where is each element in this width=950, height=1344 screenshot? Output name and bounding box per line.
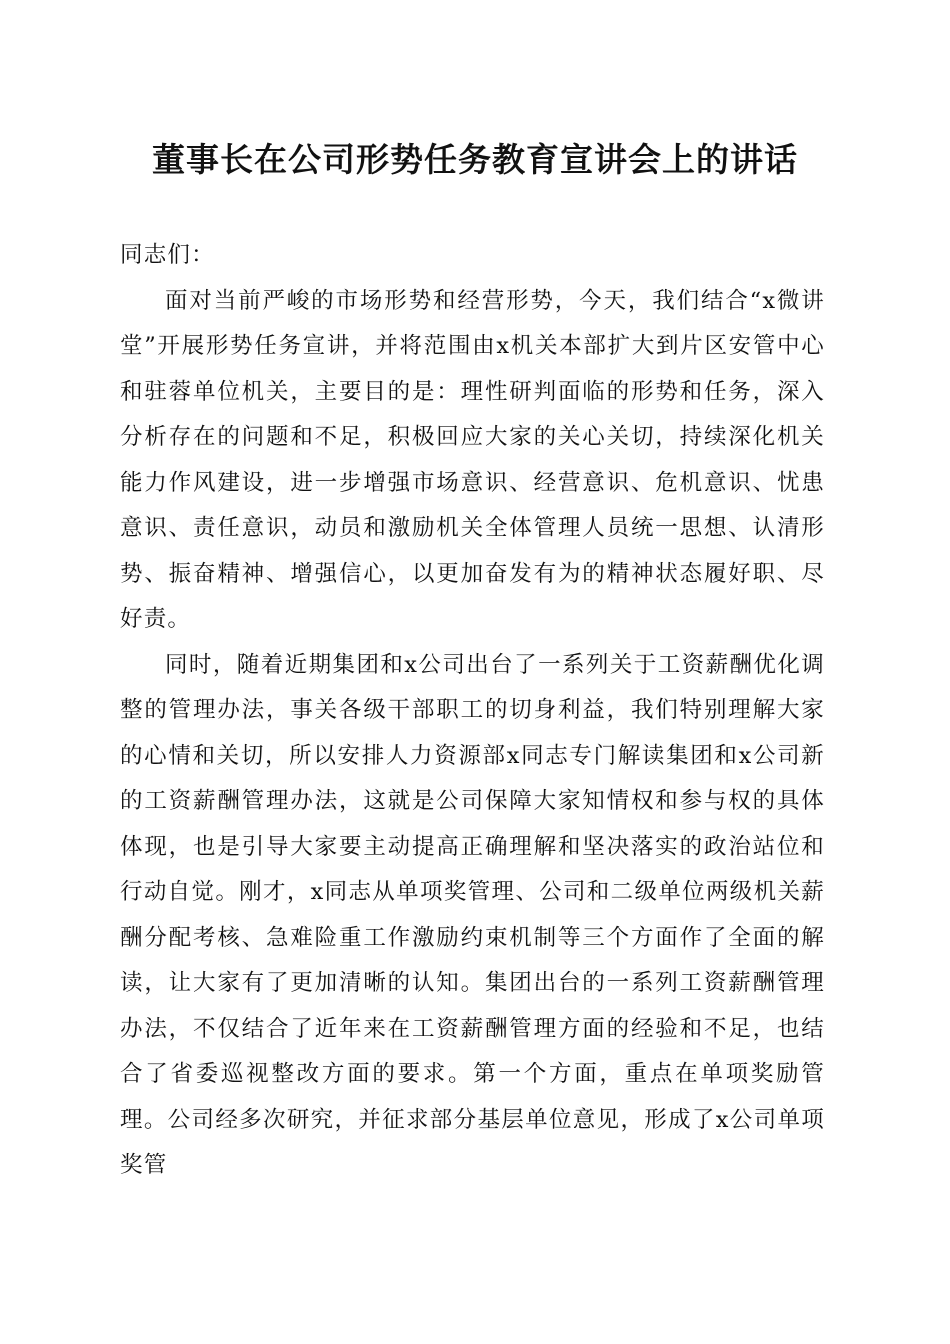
salutation: 同志们： <box>120 242 215 268</box>
document-title: 董事长在公司形势任务教育宣讲会上的讲话 <box>152 140 798 179</box>
paragraph-1: 面对当前严峻的市场形势和经营形势，今天，我们结合“x微讲堂”开展形势任务宣讲，并将范围由x机关本部扩大到片区安管中心和驻蓉单位机关，主要目的是：理性研判面临的形势和任务，深入分析存在的问题和不足，积极回应大家的关心关切，持续深化机关能力作风建设，进一步增强市场意识、经营意识、危机意识、忧患意识、责任意识，动员和激励机关全体管理人员统一思想、认清形势、振奋精神、增强信心，以更加奋发有为的精神状态履好职、尽好责。 <box>120 287 825 632</box>
document-body <box>120 233 825 1189</box>
paragraph-2: 同时，随着近期集团和x公司出台了一系列关于工资薪酬优化调整的管理办法，事关各级干部职工的切身利益，我们特别理解大家的心情和关切，所以安排人力资源部x同志专门解读集团和x公司新的工资薪酬管理办法，这就是公司保障大家知情权和参与权的具体体现，也是引导大家要主动提高正确理解和坚决落实的政治站位和行动自觉。刚才，x同志从单项奖管理、公司和二级单位两级机关薪酬分配考核、急难险重工作激励约束机制等三个方面作了全面的解读，让大家有了更加清晰的认知。集团出台的一系列工资薪酬管理办法，不仅结合了近年来在工资薪酬管理方面的经验和不足，也结合了省委巡视整改方面的要求。第一个方面，重点在单项奖励管理。公司经多次研究，并征求部分基层单位意见，形成了x公司单项奖管 <box>120 651 825 1178</box>
